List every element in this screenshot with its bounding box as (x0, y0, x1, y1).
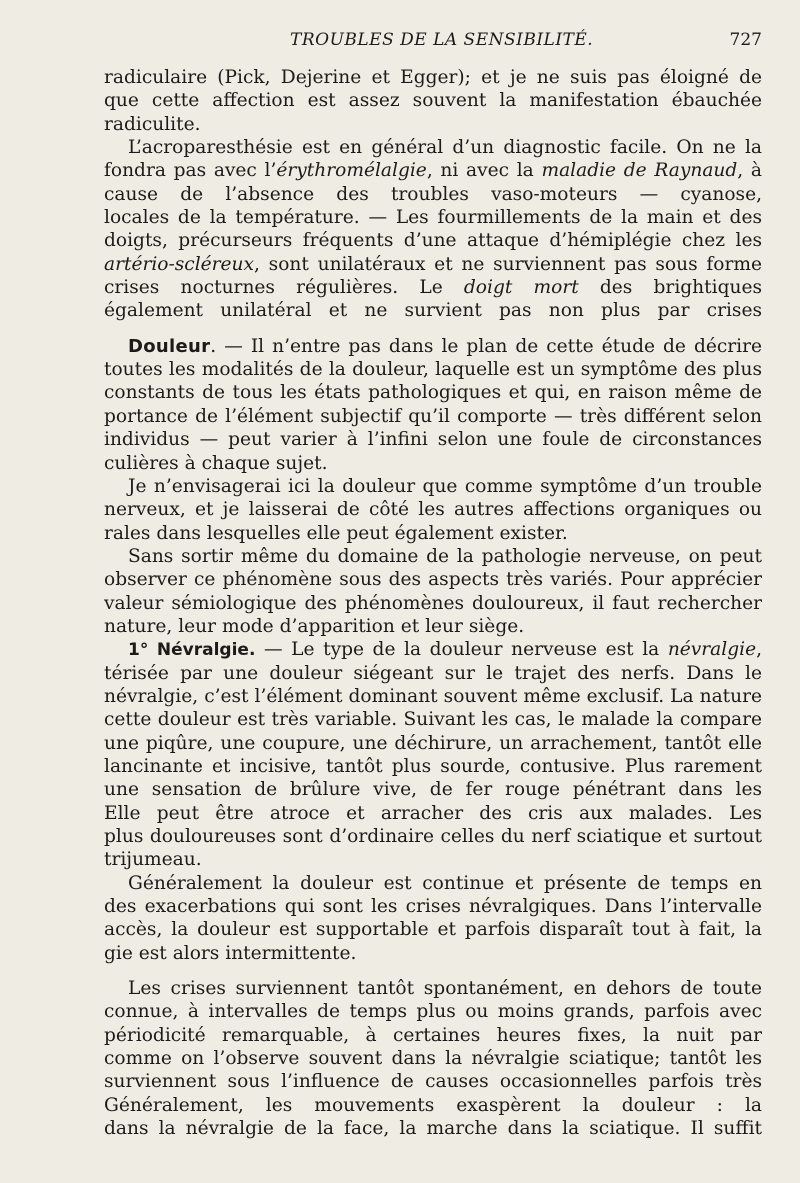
subheading-nevralgie: 1° Névralgie. (128, 640, 256, 661)
text-line: doigts, précurseurs fréquents d’une attaque d’hémiplégie chez les (104, 230, 762, 252)
paragraph (104, 136, 762, 323)
text-line: comme on l’observe souvent dans la névralgie sciatique; tantôt les (104, 1048, 762, 1070)
text-run: — Le type de la douleur nerveuse est la (255, 639, 668, 661)
text-line: térisée par une douleur siégeant sur le trajet des nerfs. Dans le (104, 662, 762, 684)
text-line: cause de l’absence des troubles vaso-moteurs — cyanose, (104, 183, 762, 205)
text-line: locales de la température. — Les fourmillements de la main et des (104, 207, 762, 229)
text-line: constants de tous les états pathologiques et qui, en raison même de (104, 382, 762, 404)
paragraph (104, 475, 762, 545)
text-line: Généralement la douleur est continue et présente de temps en (128, 872, 762, 894)
section-heading-douleur: Douleur (128, 335, 211, 357)
text-line: culières à chaque sujet. (104, 452, 328, 474)
text-line: une piqûre, une coupure, une déchirure, un arrachement, tantôt elle (104, 732, 762, 754)
text-line: Sans sortir même du domaine de la pathologie nerveuse, on peut (128, 545, 762, 567)
text-run: , ni avec la (426, 160, 542, 182)
paragraph (104, 335, 762, 475)
paragraph (104, 545, 762, 638)
text-line (104, 638, 762, 661)
italic-term-maladie-de-raynaud: maladie de Raynaud (541, 160, 738, 182)
text-line: observer ce phénomène sous des aspects très variés. Pour apprécier (104, 569, 762, 591)
paragraph (104, 872, 762, 965)
text-line: radiculite. (104, 113, 201, 135)
text-line: nature, leur mode d’apparition et leur siège. (104, 615, 525, 637)
text-run: des brightiques (599, 277, 762, 299)
text-run: , (756, 639, 762, 661)
text-line: névralgie, c’est l’élément dominant souvent même exclusif. La nature (104, 685, 762, 707)
text-line: une sensation de brûlure vive, de fer rouge pénétrant dans les (104, 779, 762, 801)
text-line: rales dans lesquelles elle peut également exister. (104, 522, 568, 544)
text-line: lancinante et incisive, tantôt plus sourde, contusive. Plus rarement (104, 755, 762, 777)
text-line: Je n’envisagerai ici la douleur que comme symptôme d’un trouble (128, 475, 762, 497)
text-line: portance de l’élément subjectif qu’il comporte — très différent selon (104, 405, 762, 427)
body-text (104, 66, 762, 1140)
text-run: . — Il n’entre pas dans le plan de cette étude de décrire (210, 335, 762, 357)
italic-term-arterio-sclereux: artério-scléreux (104, 253, 255, 275)
text-run: crises nocturnes régulières. Le (104, 277, 464, 299)
text-line: radiculaire (Pick, Dejerine et Egger); et je ne suis pas éloigné de (104, 67, 762, 88)
text-run: , sont unilatéraux et ne surviennent pas sous forme (254, 253, 762, 275)
text-run: fondra pas avec l’ (104, 160, 277, 182)
text-line: trijumeau. (104, 849, 202, 871)
paragraph (104, 977, 762, 1140)
text-line: connue, à intervalles de temps plus ou moins grands, parfois avec (104, 1001, 762, 1023)
text-line: L’acroparesthésie est en général d’un diagnostic facile. On ne la (128, 137, 762, 159)
text-line: accès, la douleur est supportable et parfois disparaît tout à fait, la (104, 919, 762, 941)
italic-term-doigt-mort: doigt mort (463, 277, 579, 299)
page-header (0, 30, 800, 54)
text-line (104, 159, 762, 182)
text-line: Elle peut être atroce et arracher des cris aux malades. Les (104, 802, 762, 824)
paragraph (104, 638, 762, 871)
text-run: , à (737, 160, 762, 182)
running-title: TROUBLES DE LA SENSIBILITÉ. (290, 30, 594, 50)
text-line: dans la névralgie de la face, la marche dans la sciatique. Il suffit (104, 1118, 762, 1140)
text-line (104, 276, 762, 299)
text-line: surviennent sous l’influence de causes occasionnelles parfois très (104, 1071, 762, 1093)
text-line: des exacerbations qui sont les crises névralgiques. Dans l’intervalle (104, 896, 762, 918)
paragraph (104, 66, 762, 136)
text-line: valeur sémiologique des phénomènes douloureux, il faut rechercher (104, 592, 762, 614)
text-line: que cette affection est assez souvent la manifestation ébauchée (104, 90, 762, 112)
text-line: cette douleur est très variable. Suivant les cas, le malade la compare (104, 709, 762, 731)
text-line: Les crises surviennent tantôt spontanément, en dehors de toute (128, 978, 762, 1000)
text-line: individus — peut varier à l’infini selon une foule de circonstances (104, 429, 762, 451)
italic-term-erythromelalgie: érythromélalgie (276, 160, 427, 182)
text-line: gie est alors intermittente. (104, 942, 357, 964)
text-line: Généralement, les mouvements exaspèrent la douleur : la (104, 1094, 762, 1116)
text-line: également unilatéral et ne survient pas non plus par crises (104, 300, 762, 322)
page-number: 727 (729, 30, 762, 50)
text-line: toutes les modalités de la douleur, laquelle est un symptôme des plus (104, 359, 762, 381)
italic-term-nevralgie: névralgie (667, 639, 757, 661)
text-line: plus douloureuses sont d’ordinaire celles du nerf sciatique et surtout (104, 826, 762, 847)
text-line (104, 335, 762, 358)
text-line: périodicité remarquable, à certaines heures fixes, la nuit par (104, 1024, 762, 1046)
text-line (104, 253, 762, 276)
text-line: nerveux, et je laisserai de côté les autres affections organiques ou (104, 499, 762, 521)
